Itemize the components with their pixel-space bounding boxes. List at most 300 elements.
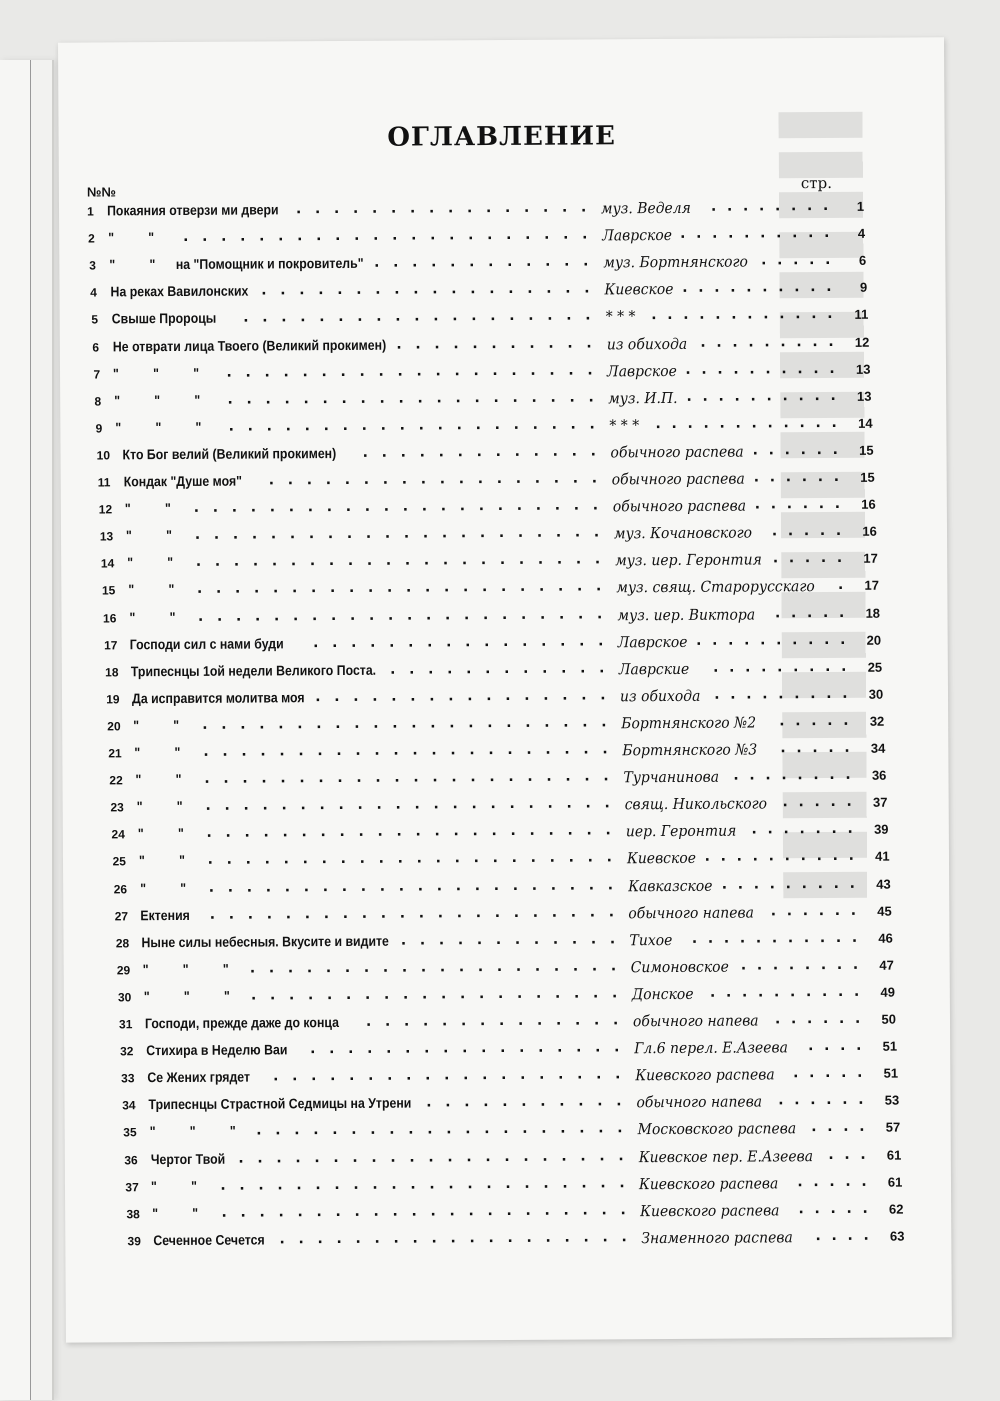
dot-leader: .	[432, 281, 438, 298]
toc-title: Ектения	[140, 906, 191, 923]
dot-leader: .	[202, 716, 208, 733]
toc-source: муз. иер. Геронтия	[614, 550, 762, 570]
dot-leader: .	[488, 742, 494, 759]
dot-leader: .	[454, 362, 460, 379]
dot-leader: .	[857, 1064, 863, 1082]
page-column-header: стр.	[800, 173, 833, 193]
dot-leader: .	[801, 469, 808, 486]
toc-number: 27	[114, 908, 129, 923]
dot-leader: .	[462, 1040, 468, 1057]
dot-leader: .	[489, 281, 495, 298]
dot-leader: .	[470, 769, 476, 786]
dot-leader: .	[208, 879, 215, 896]
dot-leader: .	[224, 797, 230, 814]
dot-leader: .	[439, 959, 446, 976]
dot-leader: .	[333, 1149, 339, 1166]
dot-leader: .	[408, 1121, 414, 1138]
dot-leader: .	[409, 1149, 415, 1166]
dot-leader: .	[758, 198, 765, 215]
dot-leader: .	[196, 581, 203, 598]
dot-leader: .	[403, 525, 410, 542]
dot-leader: .	[560, 1121, 566, 1138]
dot-leader: .	[848, 848, 854, 865]
dot-leader: .	[793, 1065, 799, 1082]
dot-leader: .	[716, 334, 722, 351]
toc-number: 32	[120, 1044, 134, 1059]
dot-leader: .	[515, 958, 522, 975]
dot-leader: .	[753, 875, 760, 892]
dot-leader: .	[233, 553, 240, 570]
toc-row	[97, 468, 875, 498]
dot-leader: .	[804, 956, 811, 973]
dot-leader: .	[387, 1067, 393, 1084]
dot-leader: .	[320, 824, 326, 841]
dot-leader: .	[832, 848, 838, 865]
dot-leader: .	[553, 470, 560, 487]
dot-leader: .	[221, 1204, 227, 1221]
dot-leader: .	[303, 878, 310, 895]
dot-leader: .	[540, 1094, 546, 1111]
dot-leader: .	[817, 469, 824, 486]
dot-leader: .	[261, 770, 267, 787]
toc-number: 29	[116, 963, 131, 978]
dot-leader: .	[378, 363, 384, 380]
dot-leader: .	[465, 633, 471, 650]
dot-leader: .	[341, 390, 347, 407]
dot-leader: .	[380, 417, 386, 434]
dot-leader: .	[765, 767, 771, 784]
toc-row	[127, 1227, 905, 1256]
dot-leader: .	[386, 580, 393, 597]
toc-page-number: 30	[868, 686, 884, 702]
dot-leader: .	[475, 416, 481, 433]
dot-leader: .	[752, 442, 758, 459]
dot-leader: .	[437, 904, 444, 921]
dot-leader: .	[406, 1067, 412, 1084]
dot-leader: .	[334, 688, 340, 705]
dot-leader: .	[418, 417, 424, 434]
toc-title: Стихира в Неделю Ваи	[146, 1041, 288, 1059]
toc-row	[99, 523, 877, 552]
dot-leader: .	[790, 1011, 797, 1028]
toc-source: из обихода	[620, 686, 701, 706]
dot-leader: .	[327, 526, 334, 543]
dot-leader: .	[283, 363, 289, 380]
toc-source: обычного напева	[632, 1011, 759, 1031]
dot-leader: .	[534, 470, 541, 487]
dot-leader: .	[434, 335, 440, 352]
dot-leader: .	[530, 362, 536, 379]
dot-leader: .	[621, 1229, 627, 1246]
dot-leader: .	[781, 767, 787, 784]
dot-leader: .	[356, 769, 362, 786]
dot-leader: .	[394, 769, 400, 786]
toc-number: 1	[86, 204, 94, 219]
dot-leader: .	[807, 1038, 814, 1055]
dot-leader: .	[465, 1121, 471, 1138]
dot-leader: .	[525, 226, 531, 243]
dot-leader: .	[245, 851, 251, 868]
toc-source: муз. Кочановского	[613, 523, 752, 543]
dot-leader: .	[281, 309, 287, 326]
dot-leader: .	[793, 658, 799, 675]
dot-leader: .	[378, 851, 384, 868]
dot-leader: .	[460, 525, 467, 542]
dot-leader: .	[410, 688, 416, 705]
dot-leader: .	[361, 905, 368, 922]
dot-leader: .	[774, 1011, 781, 1028]
dot-leader: .	[385, 552, 392, 570]
dot-leader: .	[767, 415, 773, 432]
toc-title: Се Жених грядет	[147, 1068, 250, 1086]
toc-title: Да исправится молитва моя	[132, 689, 305, 707]
dot-leader: .	[435, 362, 441, 380]
dot-leader: .	[393, 742, 399, 759]
dot-leader: .	[761, 252, 767, 269]
dot-leader: .	[844, 739, 850, 756]
dot-leader: .	[784, 848, 790, 865]
dot-leader: .	[392, 1203, 398, 1220]
dot-leader: .	[213, 526, 220, 543]
dot-leader: .	[760, 631, 766, 649]
dot-leader: .	[344, 471, 351, 488]
dot-leader: .	[702, 388, 708, 405]
dot-leader: .	[772, 550, 779, 567]
dot-leader: .	[788, 957, 795, 974]
dot-leader: .	[365, 1013, 372, 1030]
toc-title: " " на "Помощник и покровитель"	[109, 255, 364, 273]
dot-leader: .	[824, 631, 830, 648]
dot-leader: .	[527, 281, 533, 298]
dot-leader: .	[544, 1202, 550, 1219]
dot-leader: .	[588, 389, 594, 406]
toc-number: 28	[115, 935, 130, 951]
toc-title: " "	[152, 1204, 199, 1221]
toc-row	[105, 658, 883, 687]
dot-leader: .	[393, 254, 399, 271]
dot-leader: .	[430, 227, 436, 244]
dot-leader: .	[411, 715, 417, 732]
dot-leader: .	[816, 848, 822, 865]
dot-leader: .	[336, 1230, 342, 1247]
toc-number: 15	[101, 583, 116, 598]
dot-leader: .	[589, 416, 595, 433]
toc-number: 4	[90, 285, 97, 300]
toc-number: 26	[113, 881, 128, 896]
dot-leader: .	[534, 958, 541, 975]
dot-leader: .	[257, 1149, 263, 1167]
dot-leader: .	[830, 1200, 836, 1217]
dot-leader: .	[581, 1175, 587, 1192]
dot-leader: .	[326, 986, 333, 1003]
dot-leader: .	[376, 796, 382, 813]
toc-number: 36	[124, 1152, 138, 1167]
dot-leader: .	[456, 904, 463, 921]
dot-leader: .	[600, 1174, 606, 1192]
dot-leader: .	[721, 876, 728, 893]
dot-leader: .	[806, 1011, 813, 1028]
toc-source: Киевского распева	[635, 1065, 775, 1085]
dot-leader: .	[499, 552, 506, 569]
dot-leader: .	[517, 525, 524, 542]
dot-leader: .	[397, 851, 403, 868]
dot-leader: .	[579, 1120, 585, 1137]
dot-leader: .	[256, 1122, 262, 1139]
dot-leader: .	[490, 308, 496, 325]
dot-leader: .	[739, 930, 746, 947]
toc-page-number: 16	[861, 496, 876, 512]
dot-leader: .	[470, 281, 476, 298]
dot-leader: .	[794, 1092, 800, 1109]
dot-leader: .	[611, 985, 618, 1002]
dot-leader: .	[592, 497, 599, 514]
toc-title: " " "	[149, 1123, 236, 1140]
dot-leader: .	[814, 387, 820, 404]
dot-leader: .	[449, 1202, 455, 1220]
dot-leader: .	[712, 225, 718, 242]
dot-leader: .	[507, 254, 513, 271]
dot-leader: .	[799, 414, 805, 431]
dot-leader: .	[477, 471, 484, 488]
dot-leader: .	[813, 360, 819, 377]
dot-leader: .	[491, 823, 497, 840]
toc-number: 38	[126, 1206, 140, 1221]
toc-row	[118, 1010, 897, 1040]
dot-leader: .	[482, 606, 489, 623]
toc-row	[120, 1037, 898, 1067]
dot-leader: .	[317, 743, 323, 760]
dot-leader: .	[811, 1119, 817, 1136]
dot-leader: .	[241, 743, 247, 760]
dot-leader: .	[359, 851, 365, 868]
dot-leader: .	[512, 389, 518, 406]
dot-leader: .	[768, 848, 774, 865]
dot-leader: .	[834, 496, 841, 513]
dot-leader: .	[558, 1066, 564, 1083]
dot-leader: .	[488, 1229, 494, 1246]
toc-page-number: 51	[883, 1065, 899, 1081]
dot-leader: .	[603, 768, 609, 785]
dot-leader: .	[243, 797, 249, 814]
dot-leader: .	[828, 739, 834, 757]
toc-number: 6	[92, 339, 100, 355]
dot-leader: .	[374, 1230, 380, 1247]
toc-row	[92, 333, 870, 362]
dot-leader: .	[296, 1176, 302, 1193]
dot-leader: .	[750, 388, 756, 405]
dot-leader: .	[250, 987, 257, 1004]
dot-leader: .	[452, 308, 458, 325]
dot-leader: .	[448, 688, 454, 705]
dot-leader: .	[507, 741, 513, 758]
toc-row	[94, 387, 872, 417]
dot-leader: .	[215, 581, 222, 598]
dot-leader: .	[600, 687, 606, 704]
dot-leader: .	[379, 390, 385, 407]
dot-leader: .	[510, 335, 516, 352]
dot-leader: .	[757, 984, 764, 1001]
dot-leader: .	[243, 309, 249, 326]
toc-title: Чертог Твой	[150, 1150, 225, 1167]
dot-leader: .	[587, 362, 593, 379]
toc-row	[110, 794, 888, 823]
toc-title: " "	[124, 500, 171, 517]
dot-leader: .	[484, 633, 490, 650]
toc-page-number: 15	[859, 442, 874, 458]
dot-leader: .	[836, 956, 843, 973]
dot-leader: .	[450, 1230, 456, 1247]
previous-page-margin	[0, 60, 31, 1400]
dot-leader: .	[513, 904, 520, 921]
dot-leader: .	[280, 770, 286, 787]
dot-leader: .	[832, 441, 838, 458]
dot-leader: .	[809, 1065, 815, 1082]
dot-leader: .	[329, 580, 336, 597]
dot-leader: .	[337, 770, 343, 787]
dot-leader: .	[474, 877, 481, 894]
dot-leader: .	[483, 1094, 489, 1111]
dot-leader: .	[235, 608, 242, 625]
toc-page-number: 50	[881, 1011, 897, 1027]
dot-leader: .	[794, 279, 800, 296]
dot-leader: .	[825, 252, 831, 269]
dot-leader: .	[234, 580, 241, 598]
dot-leader: .	[605, 822, 611, 839]
toc-row	[104, 631, 882, 660]
dot-leader: .	[501, 1067, 507, 1084]
dot-leader: .	[763, 306, 769, 323]
dot-leader: .	[450, 254, 456, 271]
toc-row	[101, 577, 879, 606]
dot-leader: .	[547, 308, 553, 325]
dot-leader: .	[363, 471, 370, 488]
dot-leader: .	[592, 985, 599, 1002]
dot-leader: .	[533, 931, 540, 948]
dot-leader: .	[431, 742, 437, 759]
dot-leader: .	[617, 1120, 623, 1137]
dot-leader: .	[306, 959, 313, 976]
dot-leader: .	[836, 550, 843, 567]
dot-leader: .	[768, 442, 774, 459]
dot-leader: .	[793, 252, 799, 269]
dot-leader: .	[829, 360, 835, 377]
dot-leader: .	[197, 608, 204, 625]
dot-leader: .	[826, 1092, 832, 1109]
dot-leader: .	[506, 714, 512, 731]
toc-title: " "	[138, 852, 185, 869]
dot-leader: .	[767, 821, 773, 838]
dot-leader: .	[424, 579, 431, 596]
toc-source: муз. свящ. Старорусскаго	[615, 577, 815, 597]
dot-leader: .	[839, 1038, 846, 1055]
dot-leader: .	[822, 198, 829, 215]
dot-leader: .	[454, 850, 460, 867]
dot-leader: .	[590, 443, 596, 460]
dot-leader: .	[835, 523, 842, 540]
toc-page-number: 37	[872, 794, 888, 810]
dot-leader: .	[372, 1176, 378, 1193]
dot-leader: .	[582, 226, 588, 243]
dot-leader: .	[778, 686, 784, 703]
dot-leader: .	[569, 877, 576, 894]
dot-leader: .	[718, 388, 724, 405]
dot-leader: .	[495, 931, 502, 948]
dot-leader: .	[281, 797, 287, 814]
dot-leader: .	[751, 821, 757, 838]
toc-page-number: 15	[860, 469, 875, 485]
dot-leader: .	[760, 225, 766, 242]
dot-leader: .	[535, 497, 542, 514]
dot-leader: .	[824, 225, 830, 242]
dot-leader: .	[541, 633, 547, 650]
dot-leader: .	[337, 282, 343, 299]
dot-leader: .	[207, 852, 213, 869]
dot-leader: .	[395, 309, 401, 326]
dot-leader: .	[428, 661, 434, 678]
dot-leader: .	[734, 388, 740, 405]
dot-leader: .	[270, 526, 277, 543]
dot-leader: .	[509, 796, 515, 813]
dot-leader: .	[447, 660, 453, 678]
toc-row	[95, 414, 873, 444]
dot-leader: .	[519, 579, 526, 596]
dot-leader: .	[400, 444, 406, 461]
dot-leader: .	[360, 390, 366, 407]
dot-leader: .	[438, 932, 445, 949]
toc-title: " " "	[113, 364, 200, 381]
dot-leader: .	[367, 1040, 373, 1057]
toc-source: * * *	[605, 307, 636, 326]
dot-leader: .	[707, 930, 714, 947]
toc-source: Бортнянского №2	[621, 713, 757, 733]
dot-leader: .	[349, 1068, 355, 1085]
dot-leader: .	[819, 523, 826, 540]
dot-leader: .	[475, 904, 482, 921]
dot-leader: .	[445, 1094, 451, 1111]
dot-leader: .	[778, 1092, 784, 1109]
dot-leader: .	[747, 306, 753, 323]
dot-leader: .	[556, 551, 563, 568]
dot-leader: .	[496, 471, 503, 488]
toc-source: из обихода	[606, 334, 687, 353]
dot-leader: .	[840, 631, 846, 648]
dot-leader: .	[789, 984, 796, 1001]
dot-leader: .	[599, 1147, 605, 1164]
dot-leader: .	[779, 713, 785, 730]
dot-leader: .	[285, 905, 292, 922]
dot-leader: .	[544, 714, 550, 731]
dot-leader: .	[795, 713, 801, 730]
dot-leader: .	[487, 1202, 493, 1219]
dot-leader: .	[304, 905, 311, 922]
dot-leader: .	[787, 523, 794, 540]
dot-leader: .	[232, 526, 239, 543]
toc-page-number: 17	[864, 578, 879, 594]
dot-leader: .	[345, 986, 352, 1003]
dot-leader: .	[601, 714, 607, 731]
dot-leader: .	[443, 579, 450, 596]
dot-leader: .	[808, 225, 814, 242]
toc-title: " "	[137, 825, 184, 842]
dot-leader: .	[455, 877, 462, 894]
dot-leader: .	[494, 904, 501, 921]
dot-leader: .	[698, 280, 704, 297]
dot-leader: .	[414, 796, 420, 813]
dot-leader: .	[311, 607, 318, 624]
dot-leader: .	[431, 1230, 437, 1247]
dot-leader: .	[770, 496, 777, 513]
toc-number: 10	[96, 448, 111, 463]
